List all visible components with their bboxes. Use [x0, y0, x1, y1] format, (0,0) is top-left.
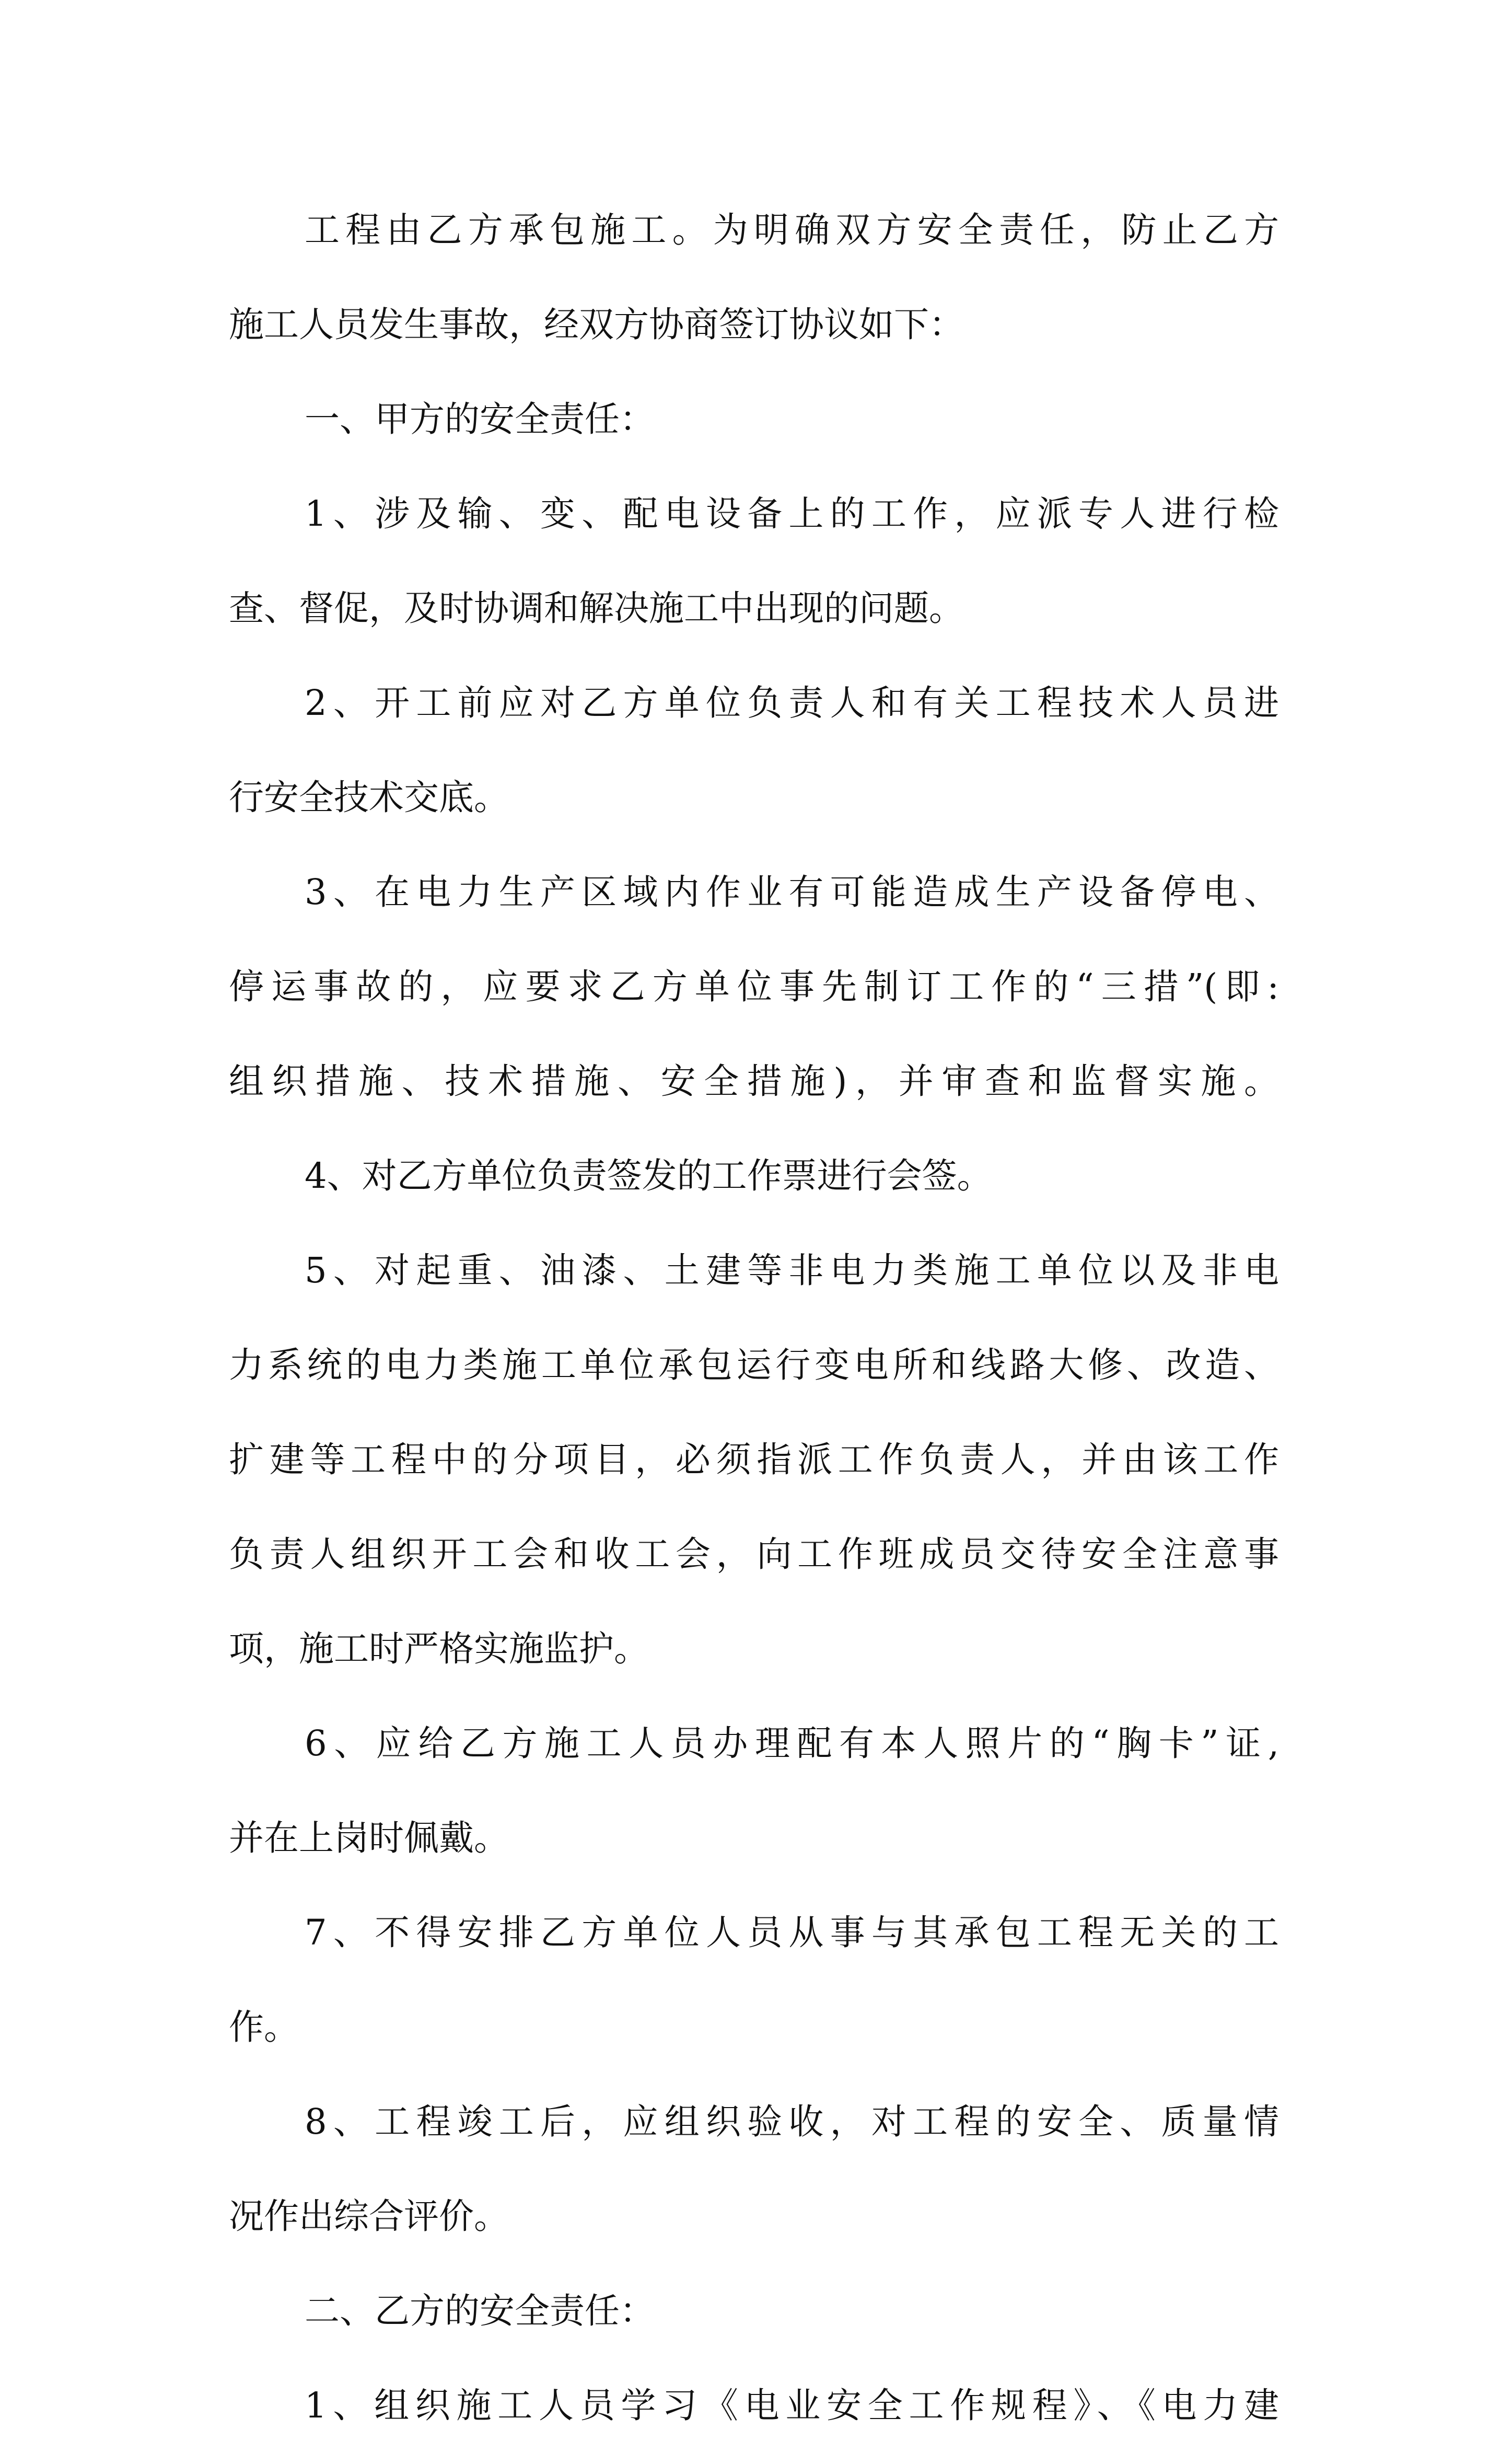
clause-a5-line-2: 力系统的电力类施工单位承包运行变电所和线路大修、改造、	[229, 1345, 1279, 1385]
section-heading-party-a: 一、甲方的安全责任：	[305, 399, 655, 439]
clause-a5-line-1: 5、对起重、油漆、土建等非电力类施工单位以及非电	[305, 1250, 1279, 1291]
clause-a7-line-1: 7、不得安排乙方单位人员从事与其承包工程无关的工	[305, 1912, 1279, 1953]
clause-a3-line-1: 3、在电力生产区域内作业有可能造成生产设备停电、	[305, 872, 1279, 912]
clause-a8-line-1: 8、工程竣工后，应组织验收，对工程的安全、质量情	[305, 2101, 1279, 2142]
clause-a8-line-2: 况作出综合评价。	[229, 2196, 509, 2237]
clause-a5-line-3: 扩建等工程中的分项目，必须指派工作负责人，并由该工作	[229, 1439, 1279, 1480]
clause-a3-line-2: 停运事故的，应要求乙方单位事先制订工作的“三措”(即:	[229, 966, 1279, 1007]
clause-a5-line-4: 负责人组织开工会和收工会，向工作班成员交待安全注意事	[229, 1534, 1279, 1575]
clause-a3-line-3: 组织措施、技术措施、安全措施)，并审查和监督实施。	[229, 1061, 1279, 1102]
clause-a6-line-2: 并在上岗时佩戴。	[229, 1818, 509, 1858]
clause-a1-line-1: 1、涉及输、变、配电设备上的工作，应派专人进行检	[305, 493, 1279, 534]
clause-a1-line-2: 查、督促，及时协调和解决施工中出现的问题。	[229, 588, 964, 629]
clause-a4-line-1: 4、对乙方单位负责签发的工作票进行会签。	[305, 1155, 992, 1196]
clause-a5-line-5: 项，施工时严格实施监护。	[229, 1628, 649, 1669]
clause-a2-line-2: 行安全技术交底。	[229, 777, 509, 818]
section-heading-party-b: 二、乙方的安全责任：	[305, 2290, 655, 2331]
clause-a7-line-2: 作。	[229, 2007, 299, 2047]
body-line-1: 工程由乙方承包施工。为明确双方安全责任，防止乙方	[305, 210, 1279, 250]
document-body	[229, 183, 1279, 2453]
clause-a2-line-1: 2、开工前应对乙方单位负责人和有关工程技术人员进	[305, 682, 1279, 723]
body-line-2: 施工人员发生事故，经双方协商签订协议如下：	[229, 304, 964, 345]
clause-b1-line-1: 1、组织施工人员学习《电业安全工作规程》、《电力建	[305, 2385, 1279, 2426]
clause-a6-line-1: 6、应给乙方施工人员办理配有本人照片的“胸卡”证,	[305, 1723, 1279, 1764]
